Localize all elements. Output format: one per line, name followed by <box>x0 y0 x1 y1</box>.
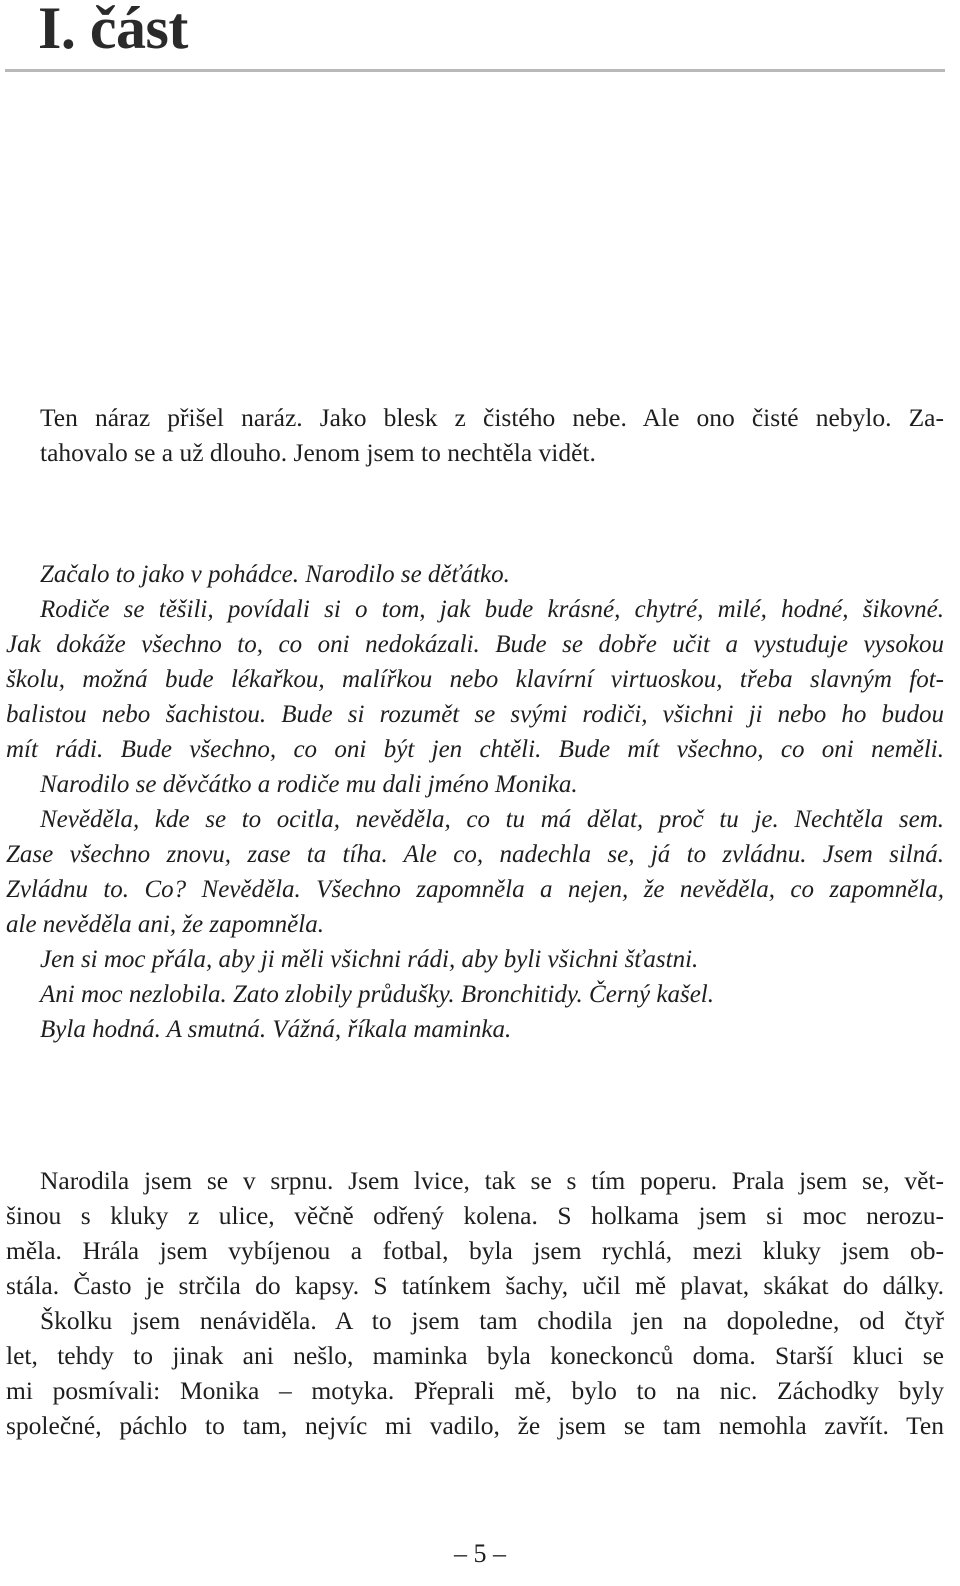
text-line: mi posmívali: Monika – motyka. Přeprali mě, bylo to na nic. Záchodky byly <box>6 1376 944 1405</box>
text-line: měla. Hrála jsem vybíjenou a fotbal, byla jsem rychlá, mezi kluky jsem ob- <box>6 1236 944 1265</box>
text-line: Začalo to jako v pohádce. Narodilo se děťátko. <box>40 561 510 588</box>
text-line: tahovalo se a už dlouho. Jenom jsem to nechtěla vidět. <box>40 438 596 467</box>
text-line: Školku jsem nenáviděla. A to jsem tam chodila jen na dopoledne, od čtyř <box>40 1306 944 1335</box>
text-line: Rodiče se těšili, povídali si o tom, jak bude krásné, chytré, milé, hodné, šikovné. <box>40 596 944 623</box>
page-number: – 5 – <box>454 1539 506 1568</box>
text-line: Zvládnu to. Co? Nevěděla. Všechno zapomněla a nejen, že nevěděla, co zapomněla, <box>6 876 944 903</box>
text-line: balistou nebo šachistou. Bude si rozumět se svými rodiči, všichni ji nebo ho budou <box>6 701 944 728</box>
text-line: Nevěděla, kde se to ocitla, nevěděla, co tu má dělat, proč tu je. Nechtěla sem. <box>40 806 944 833</box>
text-line: společné, páchlo to tam, nejvíc mi vadilo, že jsem se tam nemohla zavřít. Ten <box>6 1411 944 1440</box>
chapter-title: I. část <box>38 0 188 61</box>
text-line: ale nevěděla ani, že zapomněla. <box>6 911 324 938</box>
story-section <box>6 557 944 1047</box>
text-line: Ten náraz přišel naráz. Jako blesk z čistého nebe. Ale ono čisté nebylo. Za- <box>40 403 944 432</box>
title-divider <box>5 69 945 72</box>
text-line: Jen si moc přála, aby ji měli všichni rádi, aby byli všichni šťastni. <box>40 946 699 973</box>
intro-paragraph <box>6 400 944 470</box>
text-line: stála. Často je strčila do kapsy. S tatínkem šachy, učil mě plavat, skákat do dálky. <box>6 1271 944 1300</box>
text-line: Narodila jsem se v srpnu. Jsem lvice, tak se s tím poperu. Prala jsem se, vět- <box>40 1166 944 1195</box>
text-line: Zase všechno znovu, zase ta tíha. Ale co, nadechla se, já to zvládnu. Jsem silná. <box>6 841 944 868</box>
narration-paragraph <box>6 1163 944 1443</box>
text-line: školu, možná bude lékařkou, malířkou nebo klavírní virtuoskou, třeba slavným fot- <box>6 666 944 693</box>
text-line: let, tehdy to jinak ani nešlo, maminka byla koneckonců doma. Starší kluci se <box>6 1341 944 1370</box>
text-line: Byla hodná. A smutná. Vážná, říkala maminka. <box>40 1016 512 1043</box>
text-line: šinou s kluky z ulice, věčně odřený kolena. S holkama jsem si moc nerozu- <box>6 1201 944 1230</box>
text-line: Ani moc nezlobila. Zato zlobily průdušky. Bronchitidy. Černý kašel. <box>40 981 714 1008</box>
text-line: Jak dokáže všechno to, co oni nedokázali. Bude se dobře učit a vystuduje vysokou <box>6 631 944 658</box>
text-line: Narodilo se děvčátko a rodiče mu dali jméno Monika. <box>40 771 578 798</box>
text-line: mít rádi. Bude všechno, co oni být jen chtěli. Bude mít všechno, co oni neměli. <box>6 736 944 763</box>
